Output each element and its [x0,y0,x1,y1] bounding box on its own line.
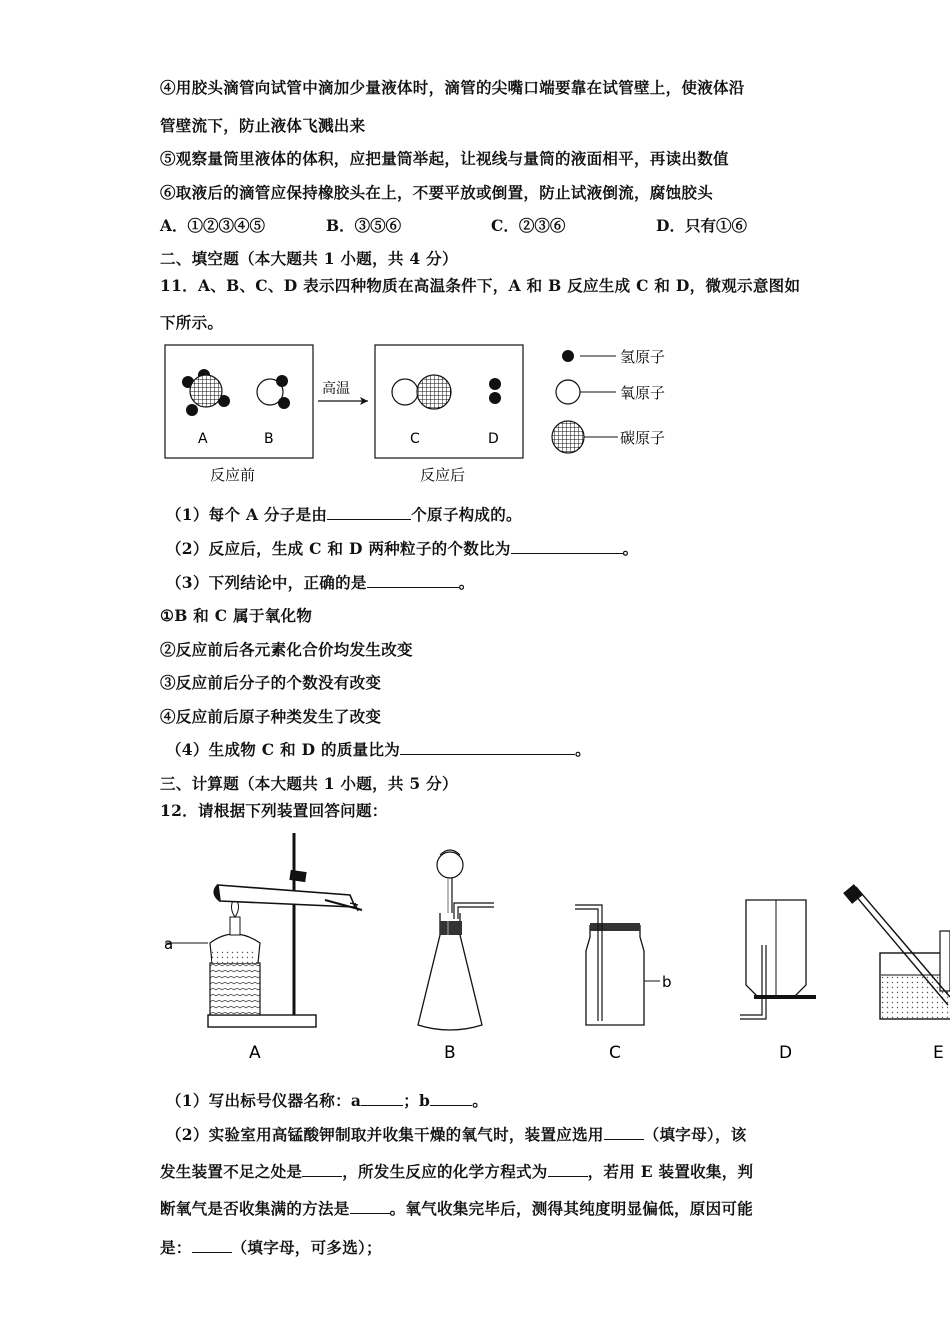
q11-choice-4: ④反应前后原子种类发生了改变 [160,707,382,726]
apparatus-label-d: D [779,1043,793,1063]
answer-blank[interactable] [400,740,575,755]
q12-sub1-text: （1）写出标号仪器名称：a [166,1091,362,1110]
q11-choice-3: ③反应前后分子的个数没有改变 [160,673,382,692]
q11-sub2-text: （2）反应后，生成 C 和 D 两种粒子的个数比为 [166,539,511,558]
q11-choice-2: ②反应前后各元素化合价均发生改变 [160,640,413,659]
marker-a: a [164,935,174,953]
apparatus-a [165,833,362,1027]
after-caption: 反应后 [420,466,466,484]
apparatus-figure [150,825,950,1070]
q11-choice-1: ①B 和 C 属于氧化物 [160,606,313,625]
q12-sub2-line2 [160,1160,753,1182]
answer-blank[interactable] [604,1125,644,1140]
label-c: C [410,431,420,447]
q12-sub1-end: 。 [472,1091,488,1110]
q11-sub4-text: （4）生成物 C 和 D 的质量比为 [166,740,401,759]
q12-sub2-tail: （填字母），该 [643,1125,747,1144]
apparatus-d [740,900,816,1019]
answer-blank[interactable] [327,505,411,520]
q11-sub1 [166,503,522,525]
section3-title: 三、计算题（本大题共 1 小题，共 5 分） [160,774,458,793]
q12-sub2-l2-tail: ，若用 E 装置收集，判 [587,1162,754,1181]
q10-item4-line1: ④用胶头滴管向试管中滴加少量液体时，滴管的尖嘴口端要靠在试管壁上，使液体沿 [160,78,745,97]
molecule-c [392,375,451,409]
q12-stem: 12．请根据下列装置回答问题： [160,801,388,820]
q12-sub2-l2-text: 发生装置不足之处是 [160,1162,303,1181]
q11-sub3 [166,571,475,593]
q12-sub2-l4-text: 是： [160,1238,192,1257]
q12-sub2-line4 [160,1236,382,1258]
q12-sub2-line3 [160,1197,753,1219]
answer-blank[interactable] [430,1091,472,1106]
q12-sub2-l3-text: 断氧气是否收集满的方法是 [160,1199,350,1218]
before-caption: 反应前 [210,466,256,484]
q10-option-a: A．①②③④⑤ [160,216,266,235]
q11-sub4 [166,738,591,760]
q10-option-c: C．②③⑥ [491,216,566,235]
q11-sub1-tail: 个原子构成的。 [411,505,522,524]
apparatus-c [575,905,660,1025]
q11-sub4-tail: 。 [575,740,591,759]
apparatus-e [843,884,950,1019]
label-d: D [488,431,499,447]
legend-carbon: 碳原子 [620,429,666,447]
answer-blank[interactable] [350,1199,390,1214]
section2-title: 二、填空题（本大题共 1 小题，共 4 分） [160,249,458,268]
q10-item5: ⑤观察量筒里液体的体积，应把量筒举起，让视线与量筒的液面相平，再读出数值 [160,149,729,168]
q10-option-b: B．③⑤⑥ [326,216,402,235]
legend-hydrogen: 氢原子 [620,348,666,366]
q11-sub3-text: （3）下列结论中，正确的是 [166,573,367,592]
answer-blank[interactable] [511,539,623,554]
q10-option-d: D．只有①⑥ [656,216,747,235]
q12-sub1-mid: ；b [403,1091,431,1110]
q11-sub2-tail: 。 [622,539,639,558]
legend [552,348,665,453]
legend-oxygen: 氧原子 [620,384,666,402]
q10-item6: ⑥取液后的滴管应保持橡胶头在上，不要平放或倒置，防止试液倒流，腐蚀胶头 [160,183,714,202]
q10-item4-line2: 管壁流下，防止液体飞溅出来 [160,116,366,135]
q12-sub2-text: （2）实验室用高锰酸钾制取并收集干燥的氧气时，装置应选用 [166,1125,604,1144]
apparatus-label-a: A [249,1043,261,1063]
answer-blank[interactable] [302,1162,342,1177]
apparatus-label-e: E [933,1043,944,1063]
condition-label: 高温 [322,381,350,397]
q11-stem-line2: 下所示。 [160,313,224,332]
q12-sub2-l2-mid: ，所发生反应的化学方程式为 [342,1162,548,1181]
marker-b: b [662,973,672,991]
q12-sub1 [166,1089,488,1111]
q11-sub3-tail: 。 [458,573,475,592]
q11-sub2 [166,537,638,559]
before-box [165,345,313,458]
answer-blank[interactable] [367,573,459,588]
q11-sub1-text: （1）每个 A 分子是由 [166,505,328,524]
apparatus-label-b: B [444,1043,456,1063]
q12-sub2-line1 [166,1123,747,1145]
reaction-diagram [150,335,710,490]
label-b: B [264,431,274,447]
answer-blank[interactable] [192,1238,232,1253]
apparatus-label-c: C [609,1043,621,1063]
answer-blank[interactable] [361,1091,403,1106]
answer-blank[interactable] [548,1162,588,1177]
q12-sub2-l4-tail: （填字母，可多选）； [231,1238,382,1257]
q12-sub2-l3-tail: 。氧气收集完毕后，测得其纯度明显偏低，原因可能 [389,1199,754,1218]
apparatus-b [418,850,494,1030]
label-a: A [198,431,208,447]
q11-stem-line1: 11．A、B、C、D 表示四种物质在高温条件下，A 和 B 反应生成 C 和 D，微观示意图如 [160,276,801,295]
